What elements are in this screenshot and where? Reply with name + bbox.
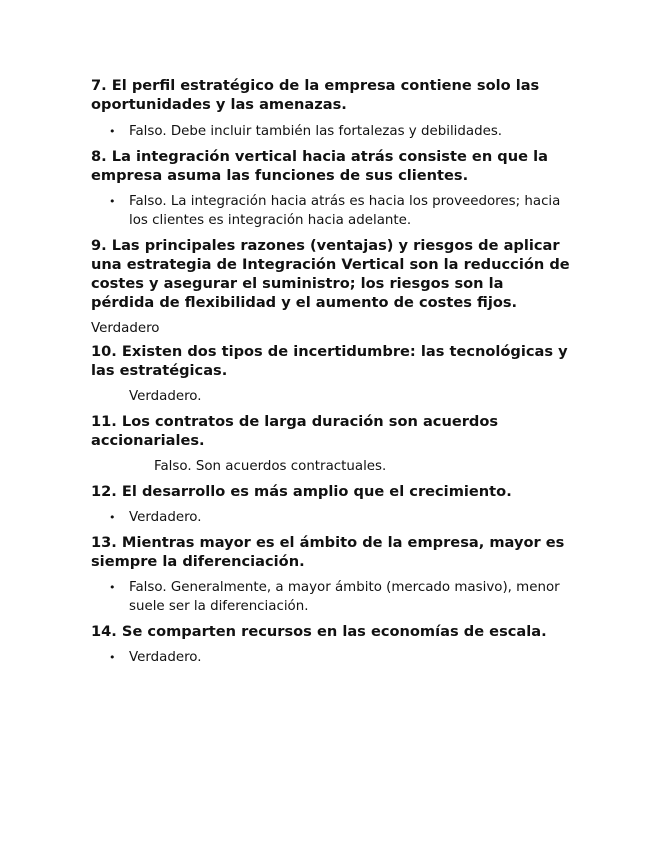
question-8: 8. La integración vertical hacia atrás consiste en que la empresa asuma las funciones de sus clientes. — [91, 148, 548, 184]
question-13: 13. Mientras mayor es el ámbito de la empresa, mayor es siempre la diferenciación. — [91, 534, 565, 570]
answer-10: Verdadero. — [129, 389, 202, 404]
answer-9: Verdadero — [91, 321, 160, 336]
question-14: 14. Se comparten recursos en las economías de escala. — [91, 623, 547, 640]
question-9: 9. Las principales razones (ventajas) y riesgos de aplicar una estrategia de Integración Vertical son la reducción de costes y asegurar el suministro; los riesgos son la pérdida de flexibilidad y el aumento de costes fijos. — [91, 237, 570, 311]
document-body — [91, 76, 571, 667]
answer-12: • Verdadero. — [91, 508, 571, 527]
question-11: 11. Los contratos de larga duración son acuerdos accionariales. — [91, 413, 499, 449]
answer-14: • Verdadero. — [91, 648, 571, 667]
question-12: 12. El desarrollo es más amplio que el crecimiento. — [91, 483, 512, 500]
answer-13: • Falso. Generalmente, a mayor ámbito (mercado masivo), menor suele ser la diferenciación. — [91, 578, 571, 616]
question-7: 7. El perfil estratégico de la empresa contiene solo las oportunidades y las amenazas. — [91, 77, 540, 113]
answer-11: Falso. Son acuerdos contractuales. — [154, 459, 387, 474]
answer-7: • Falso. Debe incluir también las fortalezas y debilidades. — [91, 122, 571, 141]
answer-8: • Falso. La integración hacia atrás es hacia los proveedores; hacia los clientes es integración hacia adelante. — [91, 192, 571, 230]
question-10: 10. Existen dos tipos de incertidumbre: las tecnológicas y las estratégicas. — [91, 343, 568, 379]
